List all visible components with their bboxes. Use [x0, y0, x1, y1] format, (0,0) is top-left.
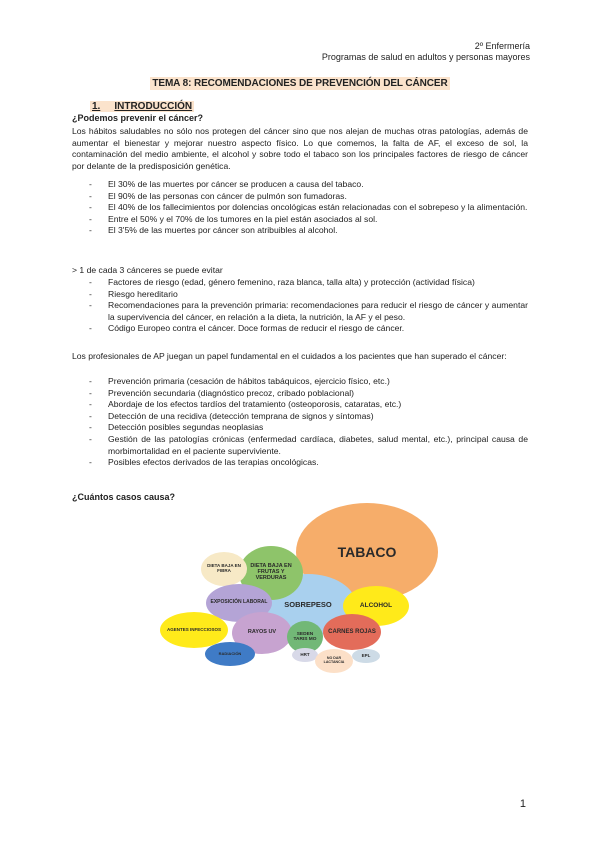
bubble-tabaco: TABACO: [296, 503, 438, 601]
list-item: - Detección posibles segundas neoplasias: [72, 422, 528, 434]
bubble-agentes-infecciosos: AGENTES INFECCIOSOS: [160, 612, 228, 648]
header-subject: Programas de salud en adultos y personas mayores: [321, 52, 530, 62]
list-item: - El 40% de los fallecimientos por dolencias oncológicas están relacionadas con el sobrepeso y la alimentación.: [72, 202, 528, 214]
bubble-hrt: HRT: [292, 648, 318, 662]
intro-paragraph: Los hábitos saludables no sólo nos protegen del cáncer sino que nos alejan de muchas otras patologías, además de aumentar el bienestar y mejorar nuestro aspecto físico. Lo que comemos, la falta de AF, el exceso de sol, la contaminación del medio ambiente, el alcohol y sobre todo el tabaco son los principales factores de riesgo de cáncer por delante de la predisposición genética.: [72, 126, 528, 171]
page-title-text: TEMA 8: RECOMENDACIONES DE PREVENCIÓN DEL CÁNCER: [152, 78, 448, 89]
bubble-dieta-fibra: DIETA BAJA EN FIBRA: [201, 552, 247, 586]
list-item: - Detección de una recidiva (detección temprana de signos y síntomas): [72, 411, 528, 423]
bubble-exposicion-laboral: EXPOSICIÓN LABORAL: [206, 584, 272, 622]
list-item: - Posibles efectos derivados de las terapias oncológicas.: [72, 457, 528, 469]
list-item: - Prevención primaria (cesación de hábitos tabáquicos, ejercicio físico, etc.): [72, 376, 528, 388]
bubble-alcohol: ALCOHOL: [343, 586, 409, 626]
list-item: - Recomendaciones para la prevención primaria: recomendaciones para reducir el riesgo de cáncer y aumentar la supervivencia del cáncer, en relación a la dieta, la nutrición, la AF y el peso.: [72, 300, 528, 323]
question-cases: ¿Cuántos casos causa?: [72, 492, 176, 502]
ap-intro-paragraph: Los profesionales de AP juegan un papel fundamental en el cuidados a los pacientes que han superado el cáncer:: [72, 351, 507, 361]
list-item: - Entre el 50% y el 70% de los tumores en la piel están asociados al sol.: [72, 214, 528, 226]
bubble-dieta-frutas: DIETA BAJA EN FRUTAS Y VERDURAS: [239, 546, 303, 600]
list-item: - Factores de riesgo (edad, género femenino, raza blanca, talla alta) y protección (actividad física): [72, 277, 528, 289]
section-heading: [90, 101, 194, 112]
page-number: 1: [519, 798, 526, 810]
bubble-carnes-rojas: CARNES ROJAS: [323, 614, 381, 650]
bubble-radiacion: RADIACIÓN: [205, 642, 255, 666]
header-course: 2º Enfermería: [474, 41, 530, 51]
list-item: - El 3'5% de las muertes por cáncer son atribuibles al alcohol.: [72, 225, 528, 237]
avoid-intro: > 1 de cada 3 cánceres se puede evitar: [72, 265, 223, 275]
ap-list: [72, 376, 528, 469]
list-item: - Abordaje de los efectos tardíos del tratamiento (osteoporosis, cataratas, etc.): [72, 399, 528, 411]
list-item: - El 30% de las muertes por cáncer se producen a causa del tabaco.: [72, 179, 528, 191]
avoid-list: [72, 277, 528, 335]
bubble-epl: EPL: [352, 649, 380, 663]
bubble-sobrepeso: SOBREPESO: [260, 574, 356, 636]
facts-list: [72, 179, 528, 237]
section-number: 1.: [92, 101, 101, 112]
bubble-rayos-uv: RAYOS UV: [232, 612, 292, 654]
question-prevent: ¿Podemos prevenir el cáncer?: [72, 113, 204, 123]
list-item: - Código Europeo contra el cáncer. Doce formas de reducir el riesgo de cáncer.: [72, 323, 528, 335]
page-title: [0, 73, 600, 91]
list-item: - Riesgo hereditario: [72, 289, 528, 301]
list-item: - Gestión de las patologías crónicas (enfermedad cardíaca, diabetes, salud mental, etc.), principal causa de morbimortalidad en el paciente superviviente.: [72, 434, 528, 457]
bubble-sedentarismo: SEDEN TARIS MO: [287, 621, 323, 653]
section-label: INTRODUCCIÓN: [114, 101, 193, 112]
bubble-no-dar-lactancia: NO DAR LACTANCIA: [315, 649, 353, 673]
list-item: - Prevención secundaria (diagnóstico precoz, cribado poblacional): [72, 388, 528, 400]
list-item: - El 90% de las personas con cáncer de pulmón son fumadoras.: [72, 191, 528, 203]
